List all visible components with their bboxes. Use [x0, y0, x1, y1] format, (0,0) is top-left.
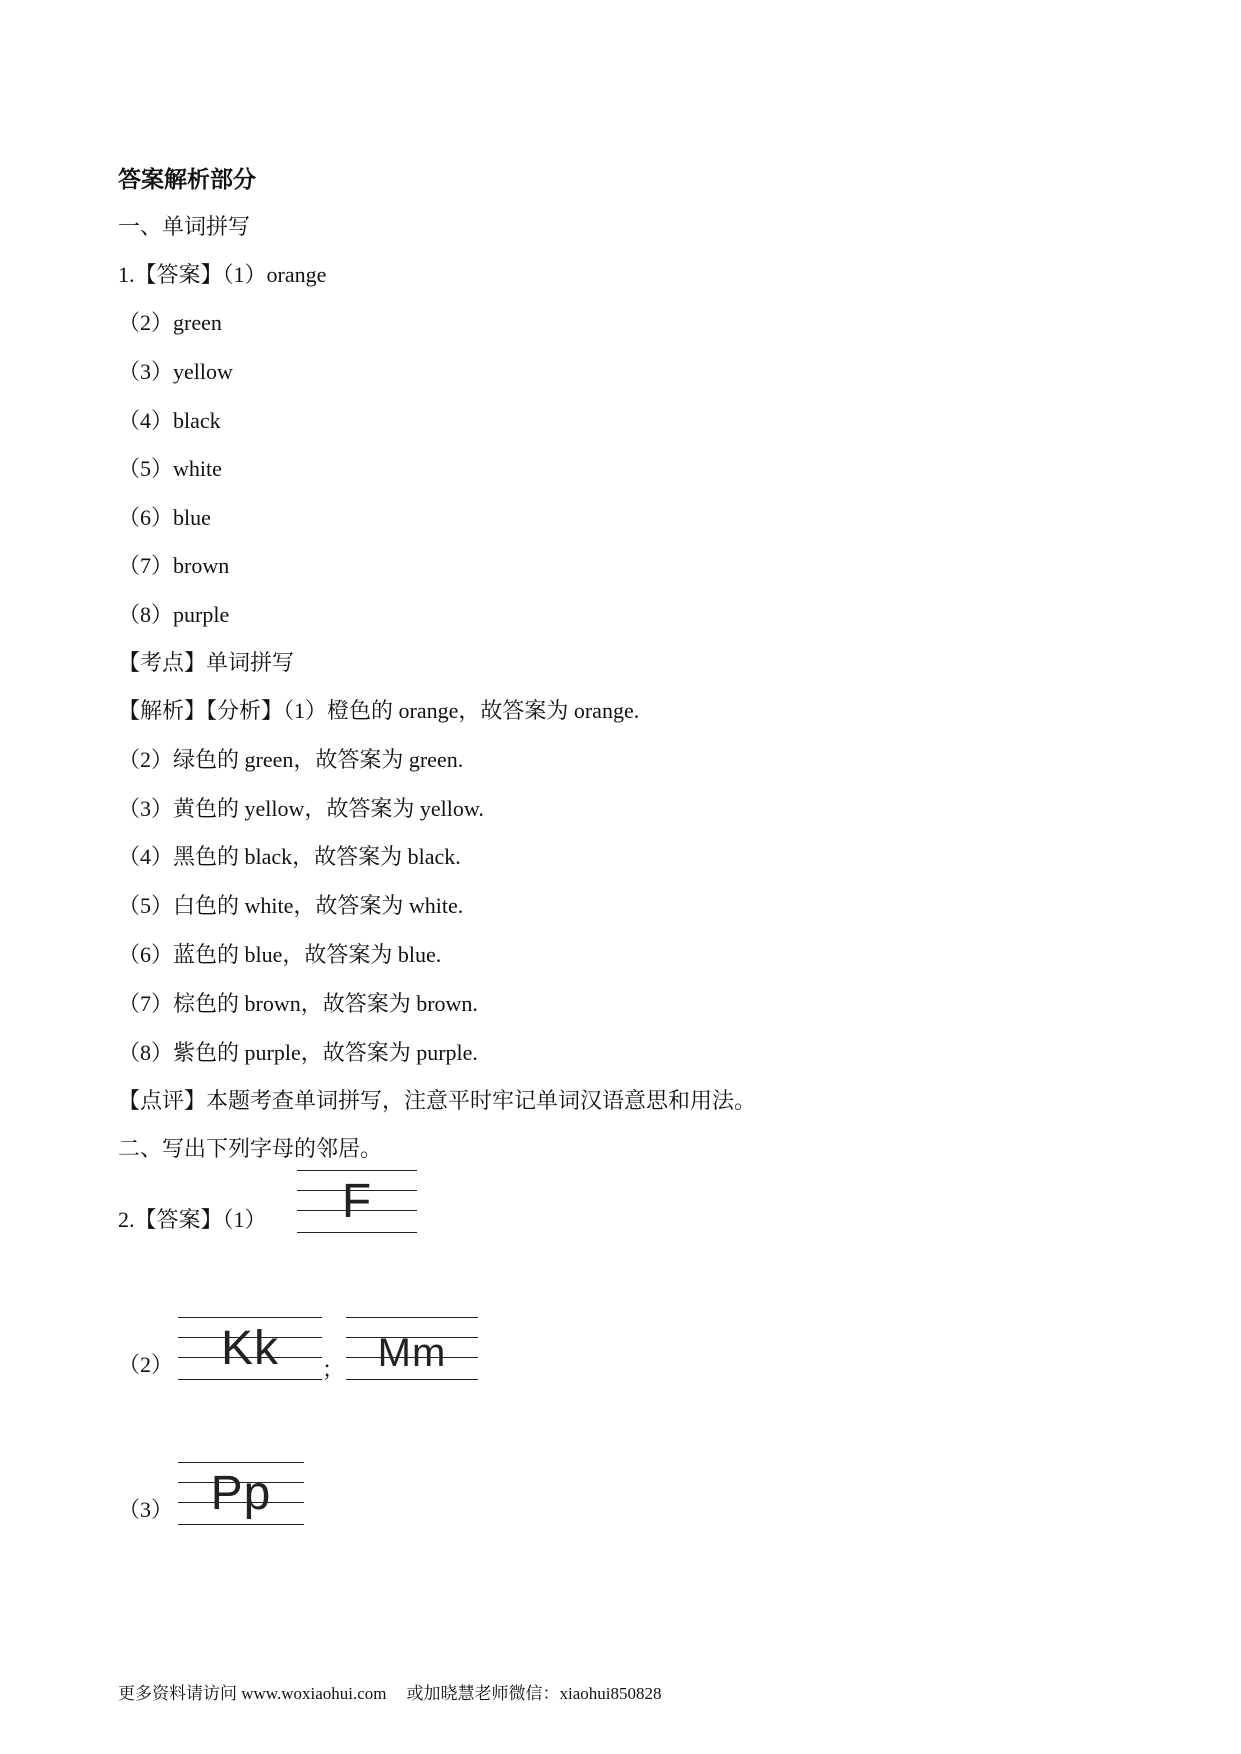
analysis-line: （8）紫色的 purple，故答案为 purple.	[118, 1040, 478, 1065]
page-footer	[118, 1682, 662, 1706]
analysis-line: （5）白色的 white，故答案为 white.	[118, 893, 464, 918]
analysis-line: （4）黑色的 black，故答案为 black.	[118, 844, 461, 869]
page-title: 答案解析部分	[118, 167, 256, 192]
answer-item: （7）brown	[118, 553, 230, 578]
analysis-line: 【解析】【分析】（1）橙色的 orange，故答案为 orange.	[118, 698, 640, 723]
letter-writing-lines-3	[178, 1462, 304, 1526]
analysis-line: （6）蓝色的 blue，故答案为 blue.	[118, 942, 442, 967]
section-heading-1: 一、单词拼写	[118, 214, 251, 239]
section-heading-2: 二、写出下列字母的邻居。	[118, 1136, 383, 1161]
answer-item: （2）green	[118, 310, 222, 335]
letter-writing-lines-2a	[178, 1317, 322, 1381]
q2-answer-label-2: （2）	[118, 1352, 174, 1377]
answer-item: （5）white	[118, 456, 222, 481]
separator: ；	[322, 1357, 345, 1382]
analysis-line: （7）棕色的 brown，故答案为 brown.	[118, 991, 478, 1016]
q1-answer-heading: 1.【答案】（1）orange	[118, 262, 327, 287]
answer-letter: F	[341, 1175, 373, 1228]
kaodian-label: 【考点】单词拼写	[118, 650, 295, 675]
answer-item: （4）black	[118, 408, 221, 433]
analysis-line: （3）黄色的 yellow，故答案为 yellow.	[118, 796, 484, 821]
comment-line: 【点评】本题考查单词拼写，注意平时牢记单词汉语意思和用法。	[118, 1088, 757, 1113]
footer-wechat: 或加晓慧老师微信：xiaohui850828	[406, 1684, 662, 1703]
footer-website: 更多资料请访问 www.woxiaohui.com	[118, 1684, 387, 1703]
answer-letter: Mm	[377, 1331, 447, 1375]
answer-letter: Pp	[210, 1467, 272, 1520]
analysis-line: （2）绿色的 green，故答案为 green.	[118, 747, 464, 772]
letter-writing-lines-2b	[346, 1317, 478, 1381]
answer-letter: Kk	[220, 1322, 279, 1375]
q2-answer-label-1: 2.【答案】（1）	[118, 1207, 267, 1232]
answer-item: （6）blue	[118, 505, 211, 530]
answer-item: （8）purple	[118, 602, 230, 627]
answer-item: （3）yellow	[118, 359, 233, 384]
q2-answer-label-3: （3）	[118, 1497, 174, 1522]
letter-writing-lines-1	[297, 1170, 417, 1234]
